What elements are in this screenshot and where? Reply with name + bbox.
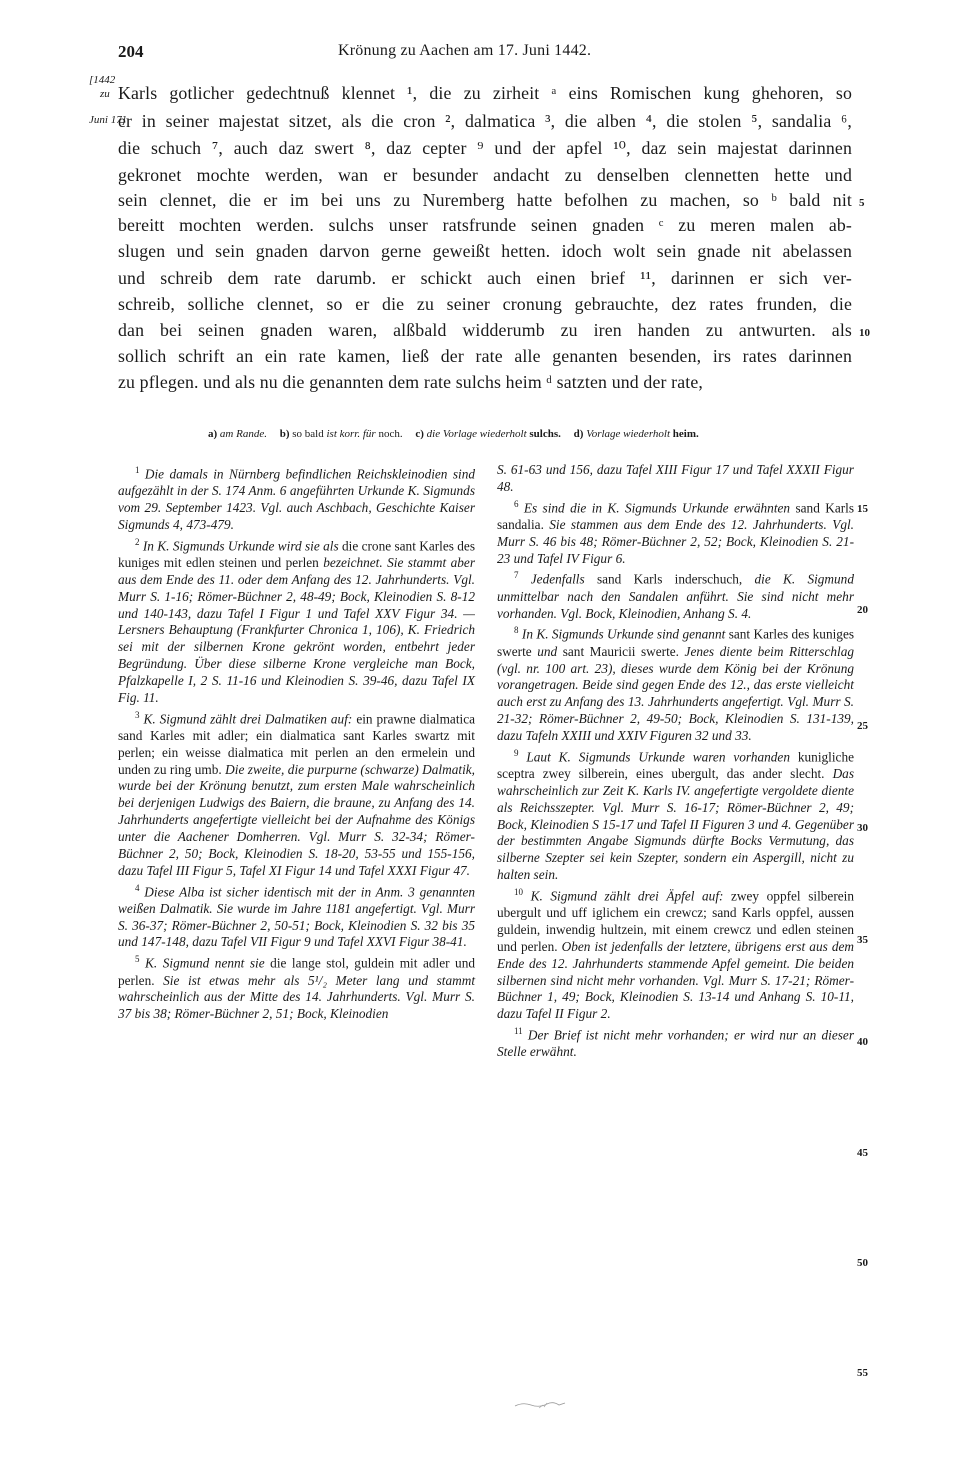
main-text-line: Karls gotlicher gedechtnuß klennet ¹, die zu zirheit ᵃ eins Romischen kung ghehoren, so [118,83,852,103]
main-text-line: zu pflegen. und als nu die genannten dem rate sulchs heim ᵈ satzten und der rate, [118,372,704,392]
line-number: 45 [857,1147,868,1159]
apparatus-text-b1: so bald [292,428,324,440]
main-text-line: und schreib dem rate darumb. er schickt auch einen brief ¹¹, darinnen er sich ver- [118,268,852,288]
apparatus-text-a: am Rande. [219,428,267,440]
main-text-line: die schuch ⁷, auch daz swert ⁸, daz cepter ⁹ und der apfel ¹⁰, daz sein majestat darinnen [118,138,852,158]
line-number: 15 [857,503,868,515]
main-text-line: er in seiner majestat sitzet, als die cron ², dalmatica ³, die alben ⁴, die stolen ⁵, sandalia ⁶, [118,111,852,131]
apparatus-mark-a: a) [208,428,218,440]
main-text-line: bereitt mochten werden. sulchs unser ratsfrunde seinen gnaden ᶜ zu meren malen ab- [118,215,852,235]
line-number: 10 [859,327,870,339]
pencil-scribble-mark [513,1396,593,1412]
main-text-line: sein clennet, die er im bei uns zu Nuremberg hatte befolhen zu machen, so ᵇ bald nit [118,190,852,210]
main-text-line: schreib, solliche clennet, so er die zu seiner cronung gebrauchte, dez rates frunden, die [118,294,852,314]
running-title: Krönung zu Aachen am 17. Juni 1442. [338,42,592,59]
apparatus-mark-b: b) [279,428,290,440]
footnote-1: $^1$ Die damals in Nürnberg befindlichen Reichskleinodien sind aufgezählt in der S. 174 Anm. 6 angeführten Urkunde K. Sigmunds vom 29. September 1423. Vgl. auch Aschbach, Geschichte Kaiser Sigmunds 4, 473-479. [118,465,475,532]
footnotes-left-column [118,462,475,1023]
margin-date-note-line3: Juni 17] [89,114,126,126]
apparatus-text-c1: die Vorlage wiederholt [426,428,527,440]
margin-date-note-line1: [1442 [89,74,116,86]
apparatus-text-c2: sulchs. [529,428,561,440]
line-number: 35 [857,934,868,946]
footnote-9: $^9$ Laut K. Sigmunds Urkunde waren vorhanden kunigliche sceptra zwey silberein, eines ubergult, das ander slecht. Das wahrscheinlich zur Zeit K. Karls IV. angefertigte vergoldete diente als Reichsszepter. Vgl. Murr S. 16-17; Römer-Büchner 2, 49; Bock, Kleinodien S 15-17 und Tafel II Figuren 3 und 4. Gegenüber der bestimmten Angabe Sigmunds dürfte Bocks Vermutung, das silberne Szepter sei kein Szepter, sondern ein Aspergill, nicht zu halten sein. [497,747,855,883]
apparatus-text-d2: heim. [672,428,699,440]
line-number: 5 [859,197,865,209]
main-text-line: slugen und sein gnaden darvon gerne geweißt hetten. idoch wolt sein gnade nit abelassen [118,241,852,261]
footnote-11: $^{11}$ Der Brief ist nicht mehr vorhanden; er wird nur an dieser Stelle erwähnt. [497,1026,855,1060]
footnote-3: $^3$ K. Sigmund zählt drei Dalmatiken auf: ein prawne dialmatica sand Karles mit adler; ein dialmatica sant Karles swartz mit perlen; ein weisse dialmatica mit perlen an den ermelein und unden zu ring umb. Die zweite, die purpurne (schwarze) Dalmatik, wurde bei der Krönung benutzt, zum ersten Male wahrscheinlich bei derjenigen Ludwigs des Baiern, die braune, zu Anfang des 14. Jahrhunderts angefertigte vielleicht bei der Aufnahme des Königs unter die Aachener Domherren. Vgl. Murr S. 32-34; Römer-Büchner 2, 50; Bock, Kleinodien S. 18-20, 53-55 und 155-156, dazu Tafel III Figur 5, Tafel XI Figur 14 und Tafel XXXI Figur 47. [118,709,476,878]
main-text-line: sollich schrift an ein rate kamen, ließ der rate alle genanten besenden, irs rates darinnen [118,346,852,366]
page-number: 204 [118,42,144,61]
footnote-8: $^8$ In K. Sigmunds Urkunde sind genannt sant Karles des kuniges swerte und sant Mauricii swerte. Jenes diente beim Ritterschlag (vgl. nr. 100 art. 23), dieses wurde dem König bei der Krönung vorangetragen. Beide sind gegen Ende des 12., das erste vielleicht auch erst zu Anfang des 13. Jahrhunderts angefertigt. Vgl. Murr S. 21-32; Römer-Büchner 2, 49-50; Bock, Kleinodien S. 131-139, dazu Tafeln XXIII und XXIV Figuren 32 und 33. [497,625,855,743]
margin-date-note-line2: zu [100,88,110,100]
main-text-line: dan bei seinen gnaden waren, alßbald widderumb zu iren handen zu antwurten. als [118,320,852,340]
apparatus-text-d1: Vorlage wiederholt [586,428,671,440]
footnote-5: $^5$ K. Sigmund nennt sie die lange stol, guldein mit adler und perlen. Sie ist etwas mehr als 5¹/₂ Meter lang und stammt wahrscheinlich aus der Mitte des 14. Jahrhunderts. Vgl. Murr S. 37 bis 38; Römer-Büchner 2, 51; Bock, Kleinodien [118,954,476,1022]
line-number: 20 [857,604,868,616]
footnote-4: $^4$ Diese Alba ist sicher identisch mit der in Anm. 3 genannten weißen Dalmatik. Sie wurde im Jahre 1181 angefertigt. Vgl. Murr S. 36-37; Römer-Büchner 2, 50-51; Bock, Kleinodien S. 32 bis 35 und 147-148, dazu Tafel VII Figur 9 und Tafel XXVI Figur 38-41. [118,882,475,950]
line-number: 50 [857,1257,868,1269]
line-number: 55 [857,1367,868,1379]
line-number: 25 [857,720,868,732]
main-text-line: gekronet mochte werden, wan er besunder andacht zu denselben clennetten hette und [118,165,852,185]
footnote-7: $^7$ Jedenfalls sand Karls inderschuch, die K. Sigmund unmittelbar nach den Sandalen anführt. Sie sind nicht mehr vorhanden. Vgl. Bock, Kleinodien, Anhang S. 4. [497,570,854,621]
critical-apparatus [208,428,709,440]
apparatus-mark-c: c) [415,428,424,440]
footnote-2: $^2$ In K. Sigmunds Urkunde wird sie als die crone sant Karles des kuniges mit edlen steinen und perlen bezeichnet. Sie stammt aber aus dem Ende des 11. oder dem Anfang des 12. Jahrhunderts. Vgl. Murr S. 1-16; Römer-Büchner 2, 48-49; Bock, Kleinodien S. 8-12 und 140-143, dazu Tafel I Figur 1 und Tafel XXV Figur 34. — Lersners Behauptung (Frankfurter Chronica 1, 106), K. Friedrich sei mit der silbernen Krone gekrönt worden, entbehrt jeder Begründung. Über diese silberne Krone vergleiche man Bock, Pfalzkapelle I, 2 S. 11-16 und Kleinodien S. 39-46, dazu Tafel IX Fig. 11. [118,536,476,705]
apparatus-text-b3: noch. [378,428,403,440]
apparatus-text-b2: ist korr. für [326,428,376,440]
line-number: 30 [857,822,868,834]
footnote-5-continued: S. 61-63 und 156, dazu Tafel XIII Figur 17 und Tafel XXXII Figur 48. [497,462,854,494]
footnote-6: $^6$ Es sind die in K. Sigmunds Urkunde erwähnten sand Karls sandalia. Sie stammen aus dem Ende des 12. Jahrhunderts. Vgl. Murr S. 46 bis 48; Römer-Büchner 2, 52; Bock, Kleinodien S. 21-23 und Tafel IV Figur 6. [497,498,855,566]
apparatus-mark-d: d) [573,428,584,440]
line-number: 40 [857,1036,868,1048]
footnotes-right-column [497,462,854,1061]
footnote-10: $^{10}$ K. Sigmund zählt drei Äpfel auf: zwey oppfel silberein ubergult und uff iglichem ein crewcz; sand Karls oppfel, aussen guldein, inwendig hultzein, mit einem crewcz und edlen steinen und perlen. Oben ist jedenfalls der letztere, übrigens erst aus dem Ende des 12. Jahrhunderts stammende Apfel gemeint. Die beiden silbernen sind nicht mehr vorhanden. Vgl. Murr S. 17-21; Römer-Büchner 1, 49; Bock, Kleinodien S. 13-14 und Anhang S. 10-11, dazu Tafel II Figur 2. [497,886,854,1022]
